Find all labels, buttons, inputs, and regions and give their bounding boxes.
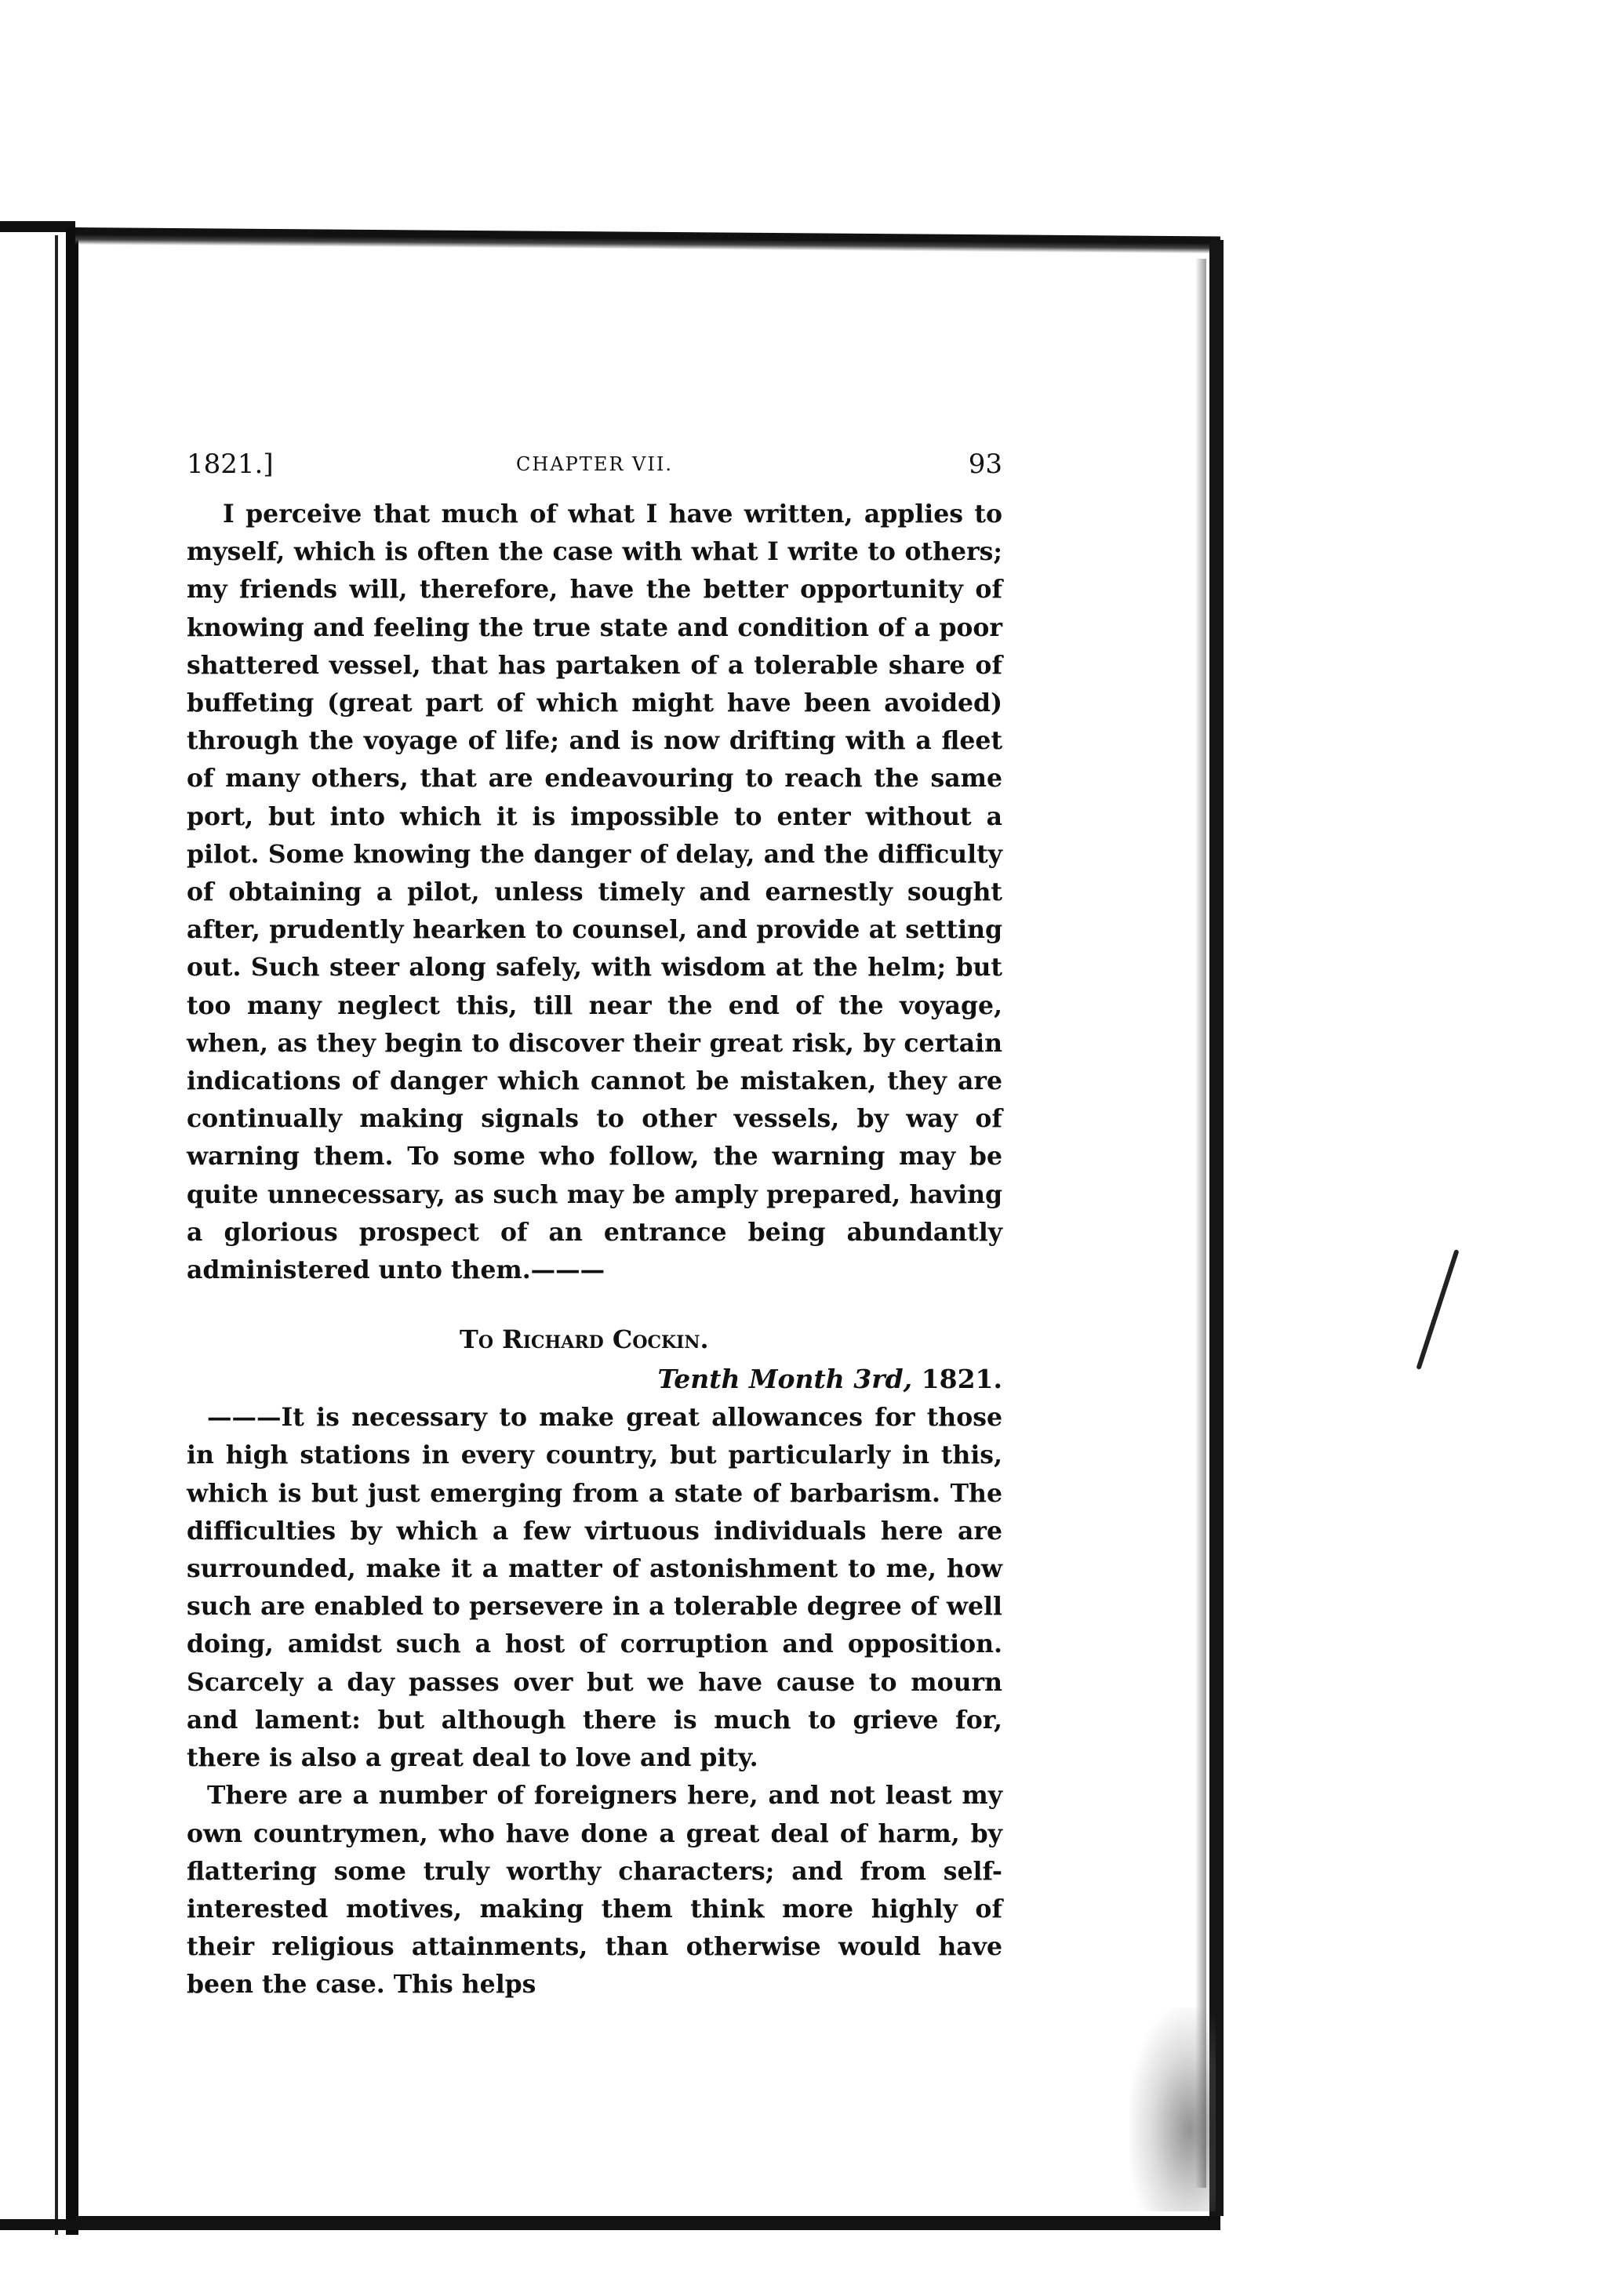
book-spine-shadow [55, 235, 58, 2235]
paragraph: I perceive that much of what I have written, applies to myself, which is often the case with what I write to others; my friends will, therefore, have the better opportunity of knowing and feeling the true state and condition of a poor shattered vessel, that has partaken of a tolerable share of buffeting (great part of which might have been avoided) through the voyage of life; and is now drifting with a fleet of many others, that are endeavouring to reach the same port, but into which it is impossible to enter without a pilot. Some knowing the danger of delay, and the difficulty of obtaining a pilot, unless timely and earnestly sought after, prudently hearken to counsel, and provide at setting out. Such steer along safely, with wisdom at the helm; but too many neglect this, till near the end of the voyage, when, as they begin to discover their great risk, by certain indications of danger which cannot be mistaken, they are continually making signals to other vessels, by way of warning them. To some who follow, the warning may be quite unnecessary, as such may be amply prepared, having a glorious prospect of an entrance being abundantly administered unto them.——— [187, 500, 1002, 1285]
letter-paragraph: ———It is necessary to make great allowances for those in high stations in every country, but particularly in this, which is but just emerging from a state of barbarism. The difficulties by which a few virtuous individuals here are surrounded, make it a matter of astonishment to me, how such are enabled to persevere in a tolerable degree of well doing, amidst such a host of corruption and opposition. Scarcely a day passes over but we have cause to mourn and lament: but although there is much to grieve for, there is also a great deal to love and pity. [187, 1403, 1002, 1773]
page-bottom-edge [75, 2216, 1220, 2230]
book-edge-left-top [0, 221, 75, 232]
page-right-edge [1209, 240, 1224, 2216]
book-spine [66, 227, 78, 2235]
running-head-chapter: CHAPTER VII. [516, 453, 673, 475]
book-page [187, 449, 1002, 2004]
page-top-edge [75, 227, 1220, 253]
letter-date [187, 1360, 1002, 1399]
book-edge-left-bottom [0, 2219, 78, 2230]
letter-paragraph: There are a number of foreigners here, and not least my own countrymen, who have done a great deal of harm, by flattering some truly worthy characters; and from self-interested motives, making them think more highly of their religious attainments, than otherwise would have been the case. This helps [187, 1781, 1002, 2000]
scan-smudge [1129, 2007, 1216, 2211]
letter-date-year: 1821. [921, 1364, 1002, 1395]
running-head-year: 1821.] [187, 449, 274, 480]
page-right-shadow [1195, 259, 1206, 2188]
letter-date-month: Tenth Month 3rd, [657, 1364, 913, 1395]
letter-heading: To Richard Cockin. [460, 1324, 709, 1355]
page-number: 93 [968, 449, 1002, 480]
stray-pen-mark [1416, 1249, 1459, 1370]
running-head [187, 449, 1002, 496]
